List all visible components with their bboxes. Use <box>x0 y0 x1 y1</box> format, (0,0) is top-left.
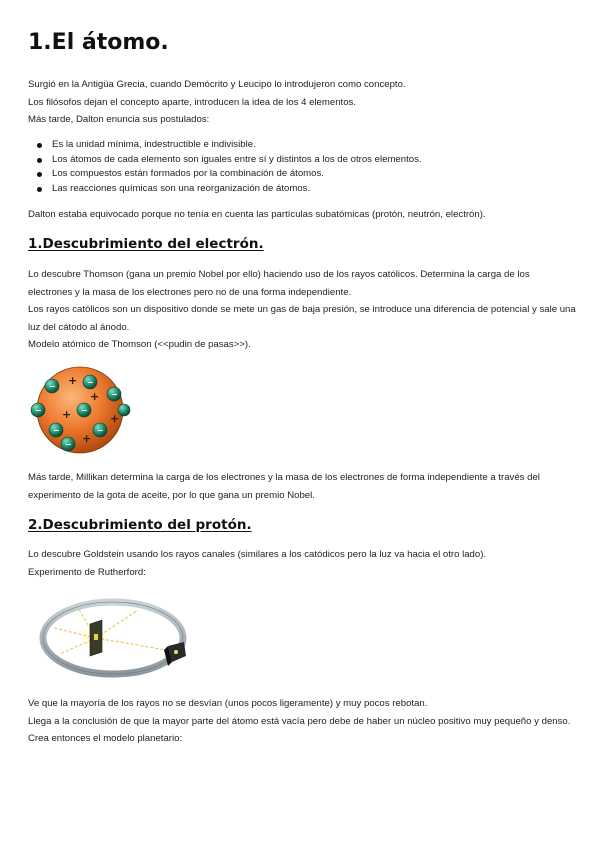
section1-paragraph: Modelo atómico de Thomson (<<pudin de pasas>>). <box>28 339 251 350</box>
list-item: Las reacciones químicas son una reorganización de átomos. <box>28 182 422 197</box>
dalton-note <box>28 206 576 224</box>
intro-line: Los filósofos dejan el concepto aparte, introducen la idea de los 4 elementos. <box>28 96 357 108</box>
rutherford-conclusion <box>28 695 576 748</box>
svg-text:−: − <box>53 426 60 435</box>
section1-paragraph: Lo descubre Thomson (gana un premio Nobel por ello) haciendo uso de los rayos católicos. Determina la carga de los electrones y la masa de los electrones pero no de una forma independiente. <box>28 269 530 298</box>
list-item: Es la unidad mínima, indestructible e indivisible. <box>28 138 422 153</box>
intro-line: Más tarde, Dalton enuncia sus postulados: <box>28 114 210 125</box>
rutherford-experiment-icon <box>38 594 188 680</box>
intro-paragraphs <box>28 76 576 129</box>
list-item: Los átomos de cada elemento son iguales entre sí y distintos a los de otros elementos. <box>28 153 422 168</box>
svg-text:−: − <box>87 378 94 387</box>
svg-text:−: − <box>97 426 104 435</box>
svg-text:+: + <box>82 432 92 445</box>
section2-paragraph: Experimento de Rutherford: <box>28 566 146 578</box>
section2-paragraphs <box>28 546 576 581</box>
dalton-note-text: Dalton estaba equivocado porque no tenía en cuenta las partículas subatómicas (protón, neutrón, electrón). <box>28 209 486 220</box>
millikan-paragraph <box>28 469 576 504</box>
svg-text:−: − <box>49 382 56 391</box>
thomson-atom-model-icon <box>28 364 138 456</box>
list-item: Los compuestos están formados por la combinación de átomos. <box>28 167 422 182</box>
svg-text:+: + <box>110 412 120 425</box>
dalton-postulates-list <box>28 138 422 196</box>
svg-text:+: + <box>90 390 100 403</box>
conclusion-line: Ve que la mayoría de los rayos no se desvían (unos pocos ligeramente) y muy pocos rebotan. <box>28 698 428 709</box>
section1-paragraphs <box>28 266 576 354</box>
section2-paragraph: Lo descubre Goldstein usando los rayos canales (similares a los catódicos pero la luz va hacia el otro lado). <box>28 549 487 560</box>
section2-heading: 2.Descubrimiento del protón. <box>28 517 252 533</box>
svg-text:−: − <box>111 390 118 399</box>
section1-heading: 1.Descubrimiento del electrón. <box>28 236 264 252</box>
millikan-text: Más tarde, Millikan determina la carga de los electrones y la masa de los electrones de forma independiente a través del experimento de la gota de aceite, por lo que gana un premio Nobel. <box>28 472 540 501</box>
svg-text:+: + <box>62 408 72 421</box>
svg-text:−: − <box>35 406 42 415</box>
svg-text:−: − <box>81 406 88 415</box>
svg-text:+: + <box>68 374 78 387</box>
conclusion-line: Llega a la conclusión de que la mayor parte del átomo está vacía pero debe de haber un núcleo positivo muy pequeño y denso. Crea entonces el modelo planetario: <box>28 715 571 744</box>
page-title: 1.El átomo. <box>28 30 169 55</box>
section1-paragraph: Los rayos católicos son un dispositivo donde se mete un gas de baja presión, se introduce una diferencia de potencial y sale una luz del cátodo al ánodo. <box>28 304 576 333</box>
intro-line: Surgió en la Antigüa Grecia, cuando Demócrito y Leucipo lo introdujeron como concepto. <box>28 79 406 90</box>
svg-text:−: − <box>65 440 72 449</box>
